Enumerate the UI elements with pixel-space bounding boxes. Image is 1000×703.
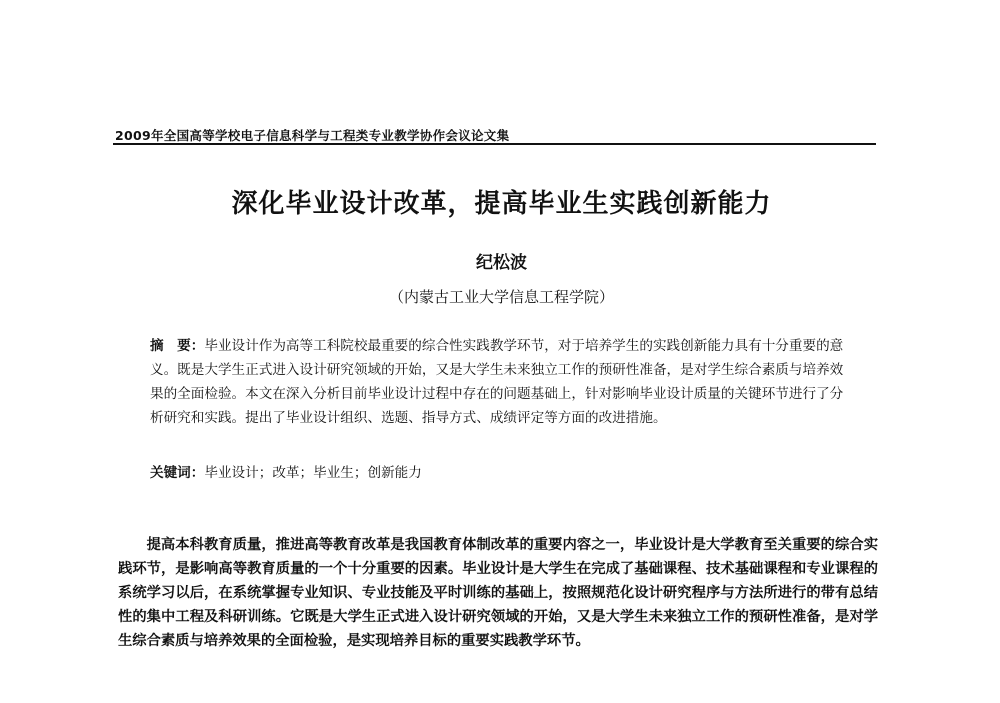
header-rule bbox=[113, 143, 876, 145]
body-section bbox=[118, 533, 878, 653]
keywords-text: 毕业设计；改革；毕业生；创新能力 bbox=[204, 465, 422, 481]
abstract bbox=[150, 334, 850, 430]
paper-title: 深化毕业设计改革，提高毕业生实践创新能力 bbox=[231, 189, 772, 219]
author-affiliation: （内蒙古工业大学信息工程学院） bbox=[388, 288, 614, 306]
author-name: 纪松波 bbox=[476, 253, 527, 273]
body-paragraph: 提高本科教育质量，推进高等教育改革是我国教育体制改革的重要内容之一，毕业设计是大学教育至关重要的综合实践环节，是影响高等教育质量的一个十分重要的因素。毕业设计是大学生在完成了基础课程、技术基础课程和专业课程的系统学习以后，在系统掌握专业知识、专业技能及平时训练的基础上，按照规范化设计研究程序与方法所进行的带有总结性的集中工程及科研训练。它既是大学生正式进入设计研究领域的开始，又是大学生未来独立工作的预研性准备，是对学生综合素质与培养效果的全面检验，是实现培养目标的重要实践教学环节。 bbox=[118, 537, 878, 649]
abstract-text: 毕业设计作为高等工科院校最重要的综合性实践教学环节，对于培养学生的实践创新能力具有十分重要的意义。既是大学生正式进入设计研究领域的开始，又是大学生未来独立工作的预研性准备，是对学生综合素质与培养效果的全面检验。本文在深入分析目前毕业设计过程中存在的问题基础上，针对影响毕业设计质量的关键环节进行了分析研究和实践。提出了毕业设计组织、选题、指导方式、成绩评定等方面的改进措施。 bbox=[150, 338, 844, 426]
running-header: 2009年全国高等学校电子信息科学与工程类专业教学协作会议论文集 bbox=[115, 128, 510, 143]
keywords-label: 关键词： bbox=[150, 465, 205, 481]
keywords bbox=[150, 462, 850, 484]
abstract-label: 摘 要： bbox=[150, 338, 205, 354]
